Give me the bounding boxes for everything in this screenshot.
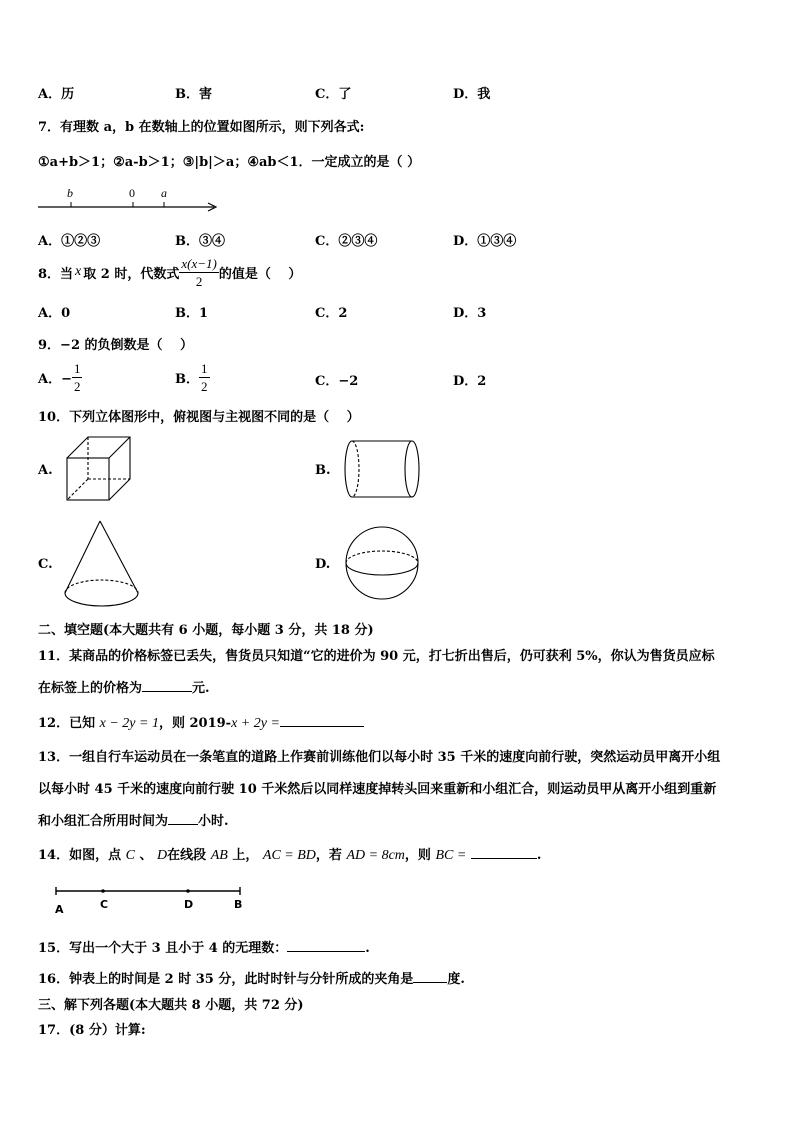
- q8-option-c: C．2: [315, 306, 348, 321]
- q10-label-a: A.: [38, 463, 53, 478]
- q8-mid: 取 2 时，代数式: [83, 266, 180, 282]
- q9-option-c: C．−2: [315, 374, 359, 389]
- axis-label-zero: 0: [129, 186, 135, 200]
- q9-stem: 9．−2 的负倒数是（ ）: [38, 338, 194, 353]
- section-3-heading: 三、解下列各题(本大题共 8 小题，共 72 分): [38, 998, 304, 1013]
- q15: [38, 937, 370, 956]
- q13-line3-pre: 和小组汇合所用时间为: [38, 814, 169, 829]
- q7-option-b: B．③④: [175, 234, 225, 249]
- q14-mid1: 在线段: [167, 848, 207, 863]
- q10-label-d: D.: [315, 557, 331, 572]
- axis-label-b: b: [67, 186, 73, 200]
- q8-prefix: 8．当: [38, 266, 74, 282]
- q16-post: 度.: [447, 972, 465, 987]
- q6-option-b: B．害: [175, 87, 212, 102]
- q9-a-denominator: 2: [73, 378, 81, 394]
- q11-line1: 11．某商品的价格标签已丢失，售货员只知道“它的进价为 90 元，打七折出售后，仍可获利 5%，你认为售货员应标: [38, 649, 715, 664]
- q7-option-a: A．①②③: [38, 234, 101, 249]
- q7-stem: 7．有理数 a，b 在数轴上的位置如图所示，则下列各式:: [38, 120, 365, 135]
- q9-option-d: D．2: [453, 374, 487, 389]
- q14-mid3: ，若: [315, 848, 342, 863]
- q12-pre: 12．已知: [38, 716, 96, 731]
- q9-option-a-label: A．−: [38, 371, 72, 387]
- q16-pre: 16．钟表上的时间是 2 时 35 分，此时时针与分针所成的夹角是: [38, 972, 414, 987]
- q12-equation-1: x − 2y = 1: [99, 716, 159, 731]
- q9-b-denominator: 2: [201, 378, 208, 394]
- q8-suffix: 的值是（ ）: [218, 266, 302, 282]
- q8-var: x: [75, 264, 82, 279]
- q13-line3-post: 小时.: [198, 814, 229, 829]
- q14-pre: 14．如图，点: [38, 848, 122, 863]
- q6-option-d: D．我: [453, 87, 491, 102]
- q14-post: .: [536, 848, 542, 863]
- q16: [38, 968, 465, 987]
- q15-pre: 15．写出一个大于 3 且小于 4 的无理数：: [38, 941, 288, 956]
- q14-equation-1: AC = BD: [262, 848, 316, 863]
- q13-line1: 13．一组自行车运动员在一条笔直的道路上作赛前训练他们以每小时 35 千米的速度向前行驶，突然运动员甲离开小组: [38, 750, 721, 765]
- q14-equation-3: BC =: [435, 848, 467, 863]
- q14-equation-2: AD = 8cm: [346, 848, 405, 863]
- q11-line2-pre: 在标签上的价格为: [38, 681, 143, 696]
- q10-stem: 10．下列立体图形中，俯视图与主视图不同的是（ ）: [38, 410, 360, 425]
- q8-option-b: B．1: [175, 306, 209, 321]
- q15-answer-blank[interactable]: [287, 939, 365, 952]
- q7-option-c: C．②③④: [315, 234, 378, 249]
- segment-label-c: C: [100, 898, 109, 911]
- axis-label-a: a: [161, 186, 167, 200]
- q10-label-c: C.: [38, 557, 53, 572]
- q14-mid2: 上，: [232, 848, 259, 863]
- q17-stem: 17．(8 分）计算:: [38, 1023, 146, 1038]
- section-2-heading: 二、填空题(本大题共有 6 小题，每小题 3 分，共 18 分): [38, 623, 374, 638]
- q14-point-c: C: [125, 848, 135, 863]
- q9-b-numerator: 1: [201, 360, 208, 376]
- q15-post: .: [365, 941, 370, 956]
- q14-sep: 、: [139, 848, 153, 863]
- q8-option-d: D．3: [453, 306, 487, 321]
- q6-option-a: A．历: [38, 87, 75, 102]
- q12-mid: ，则 2019-: [158, 716, 232, 731]
- segment-label-b: B: [234, 898, 243, 911]
- q14-mid4: ，则: [404, 848, 431, 863]
- q9-a-numerator: 1: [73, 360, 81, 376]
- q16-answer-blank[interactable]: [413, 970, 447, 983]
- segment-label-a: A: [55, 903, 64, 916]
- q8-frac-denominator: 2: [195, 273, 203, 289]
- q9-option-b-label: B．: [175, 371, 199, 387]
- q10-label-b: B.: [315, 463, 331, 478]
- q12-equation-2: x + 2y =: [231, 716, 280, 731]
- segment-label-d: D: [184, 898, 194, 911]
- q14-point-d: D: [157, 848, 168, 863]
- q7-conditions: ①a+b＞1；②a-b＞1；③|b|＞a；④ab＜1．一定成立的是（ ）: [38, 155, 421, 170]
- q6-option-c: C．了: [315, 87, 352, 102]
- q13-line2: 以每小时 45 千米的速度向前行驶 10 千米然后以同样速度掉转头回来重新和小组汇合，则运动员甲从离开小组到重新: [38, 782, 717, 797]
- q7-option-d: D．①③④: [453, 234, 517, 249]
- q14-segment-ab: AB: [210, 848, 228, 863]
- q8-option-a: A．0: [38, 306, 71, 321]
- q11-line2-post: 元.: [192, 681, 210, 696]
- q8-frac-numerator: x(x−1): [181, 255, 217, 271]
